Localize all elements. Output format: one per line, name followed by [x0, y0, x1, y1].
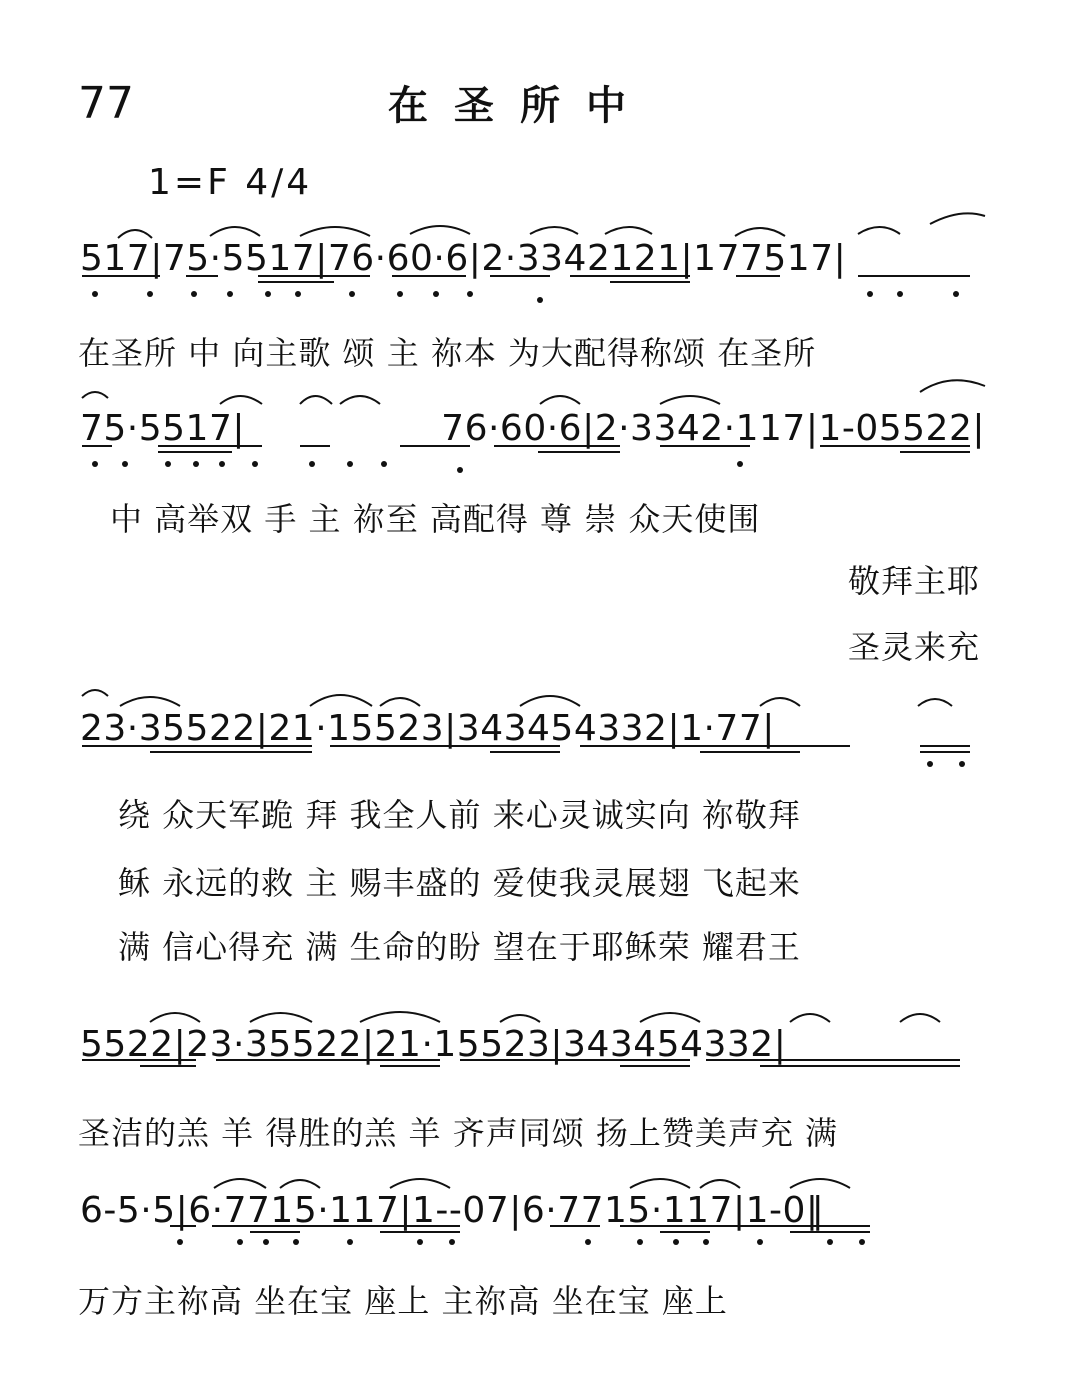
lyric-line-3-verse-1: 绕 众天军跪 拜 我全人前 来心灵诚实向 祢敬拜 [118, 796, 801, 834]
notation-line-2: 75·5517| 76·60·6|2·3342·117|1-05522| [80, 408, 985, 449]
key-signature: 1=F 4/4 [148, 162, 313, 203]
lyric-line-5: 万方主祢高 坐在宝 座上 主祢高 坐在宝 座上 [78, 1282, 728, 1320]
hymn-number: 77 [78, 78, 134, 129]
lyric-line-2-verse-2: 敬拜主耶 [848, 562, 981, 600]
lyric-line-3-verse-3: 满 信心得充 满 生命的盼 望在于耶稣荣 耀君王 [118, 928, 801, 966]
page-title: 在圣所中 [388, 82, 652, 129]
notation-line-5: 6-5·5|6·7715·117|1--07|6·7715·117|1-0‖ [80, 1190, 825, 1231]
lyric-line-3-verse-2: 稣 永远的救 主 赐丰盛的 爱使我灵展翅 飞起来 [118, 864, 801, 902]
notation-line-4: 5522|23·35522|21·15523|343454332| [80, 1024, 787, 1065]
lyric-line-2-verse-3: 圣灵来充 [848, 628, 981, 666]
notation-line-3: 23·35522|21·15523|343454332|1·77| [80, 708, 775, 749]
lyric-line-1: 在圣所 中 向主歌 颂 主 祢本 为大配得称颂 在圣所 [78, 334, 817, 372]
lyric-line-4: 圣洁的羔 羊 得胜的羔 羊 齐声同颂 扬上赞美声充 满 [78, 1114, 839, 1152]
lyric-line-2: 中 高举双 手 主 祢至 高配得 尊 崇 众天使围 [110, 500, 761, 538]
notation-line-1: 517|75·5517|76·60·6|2·3342121|177517| [80, 238, 847, 279]
